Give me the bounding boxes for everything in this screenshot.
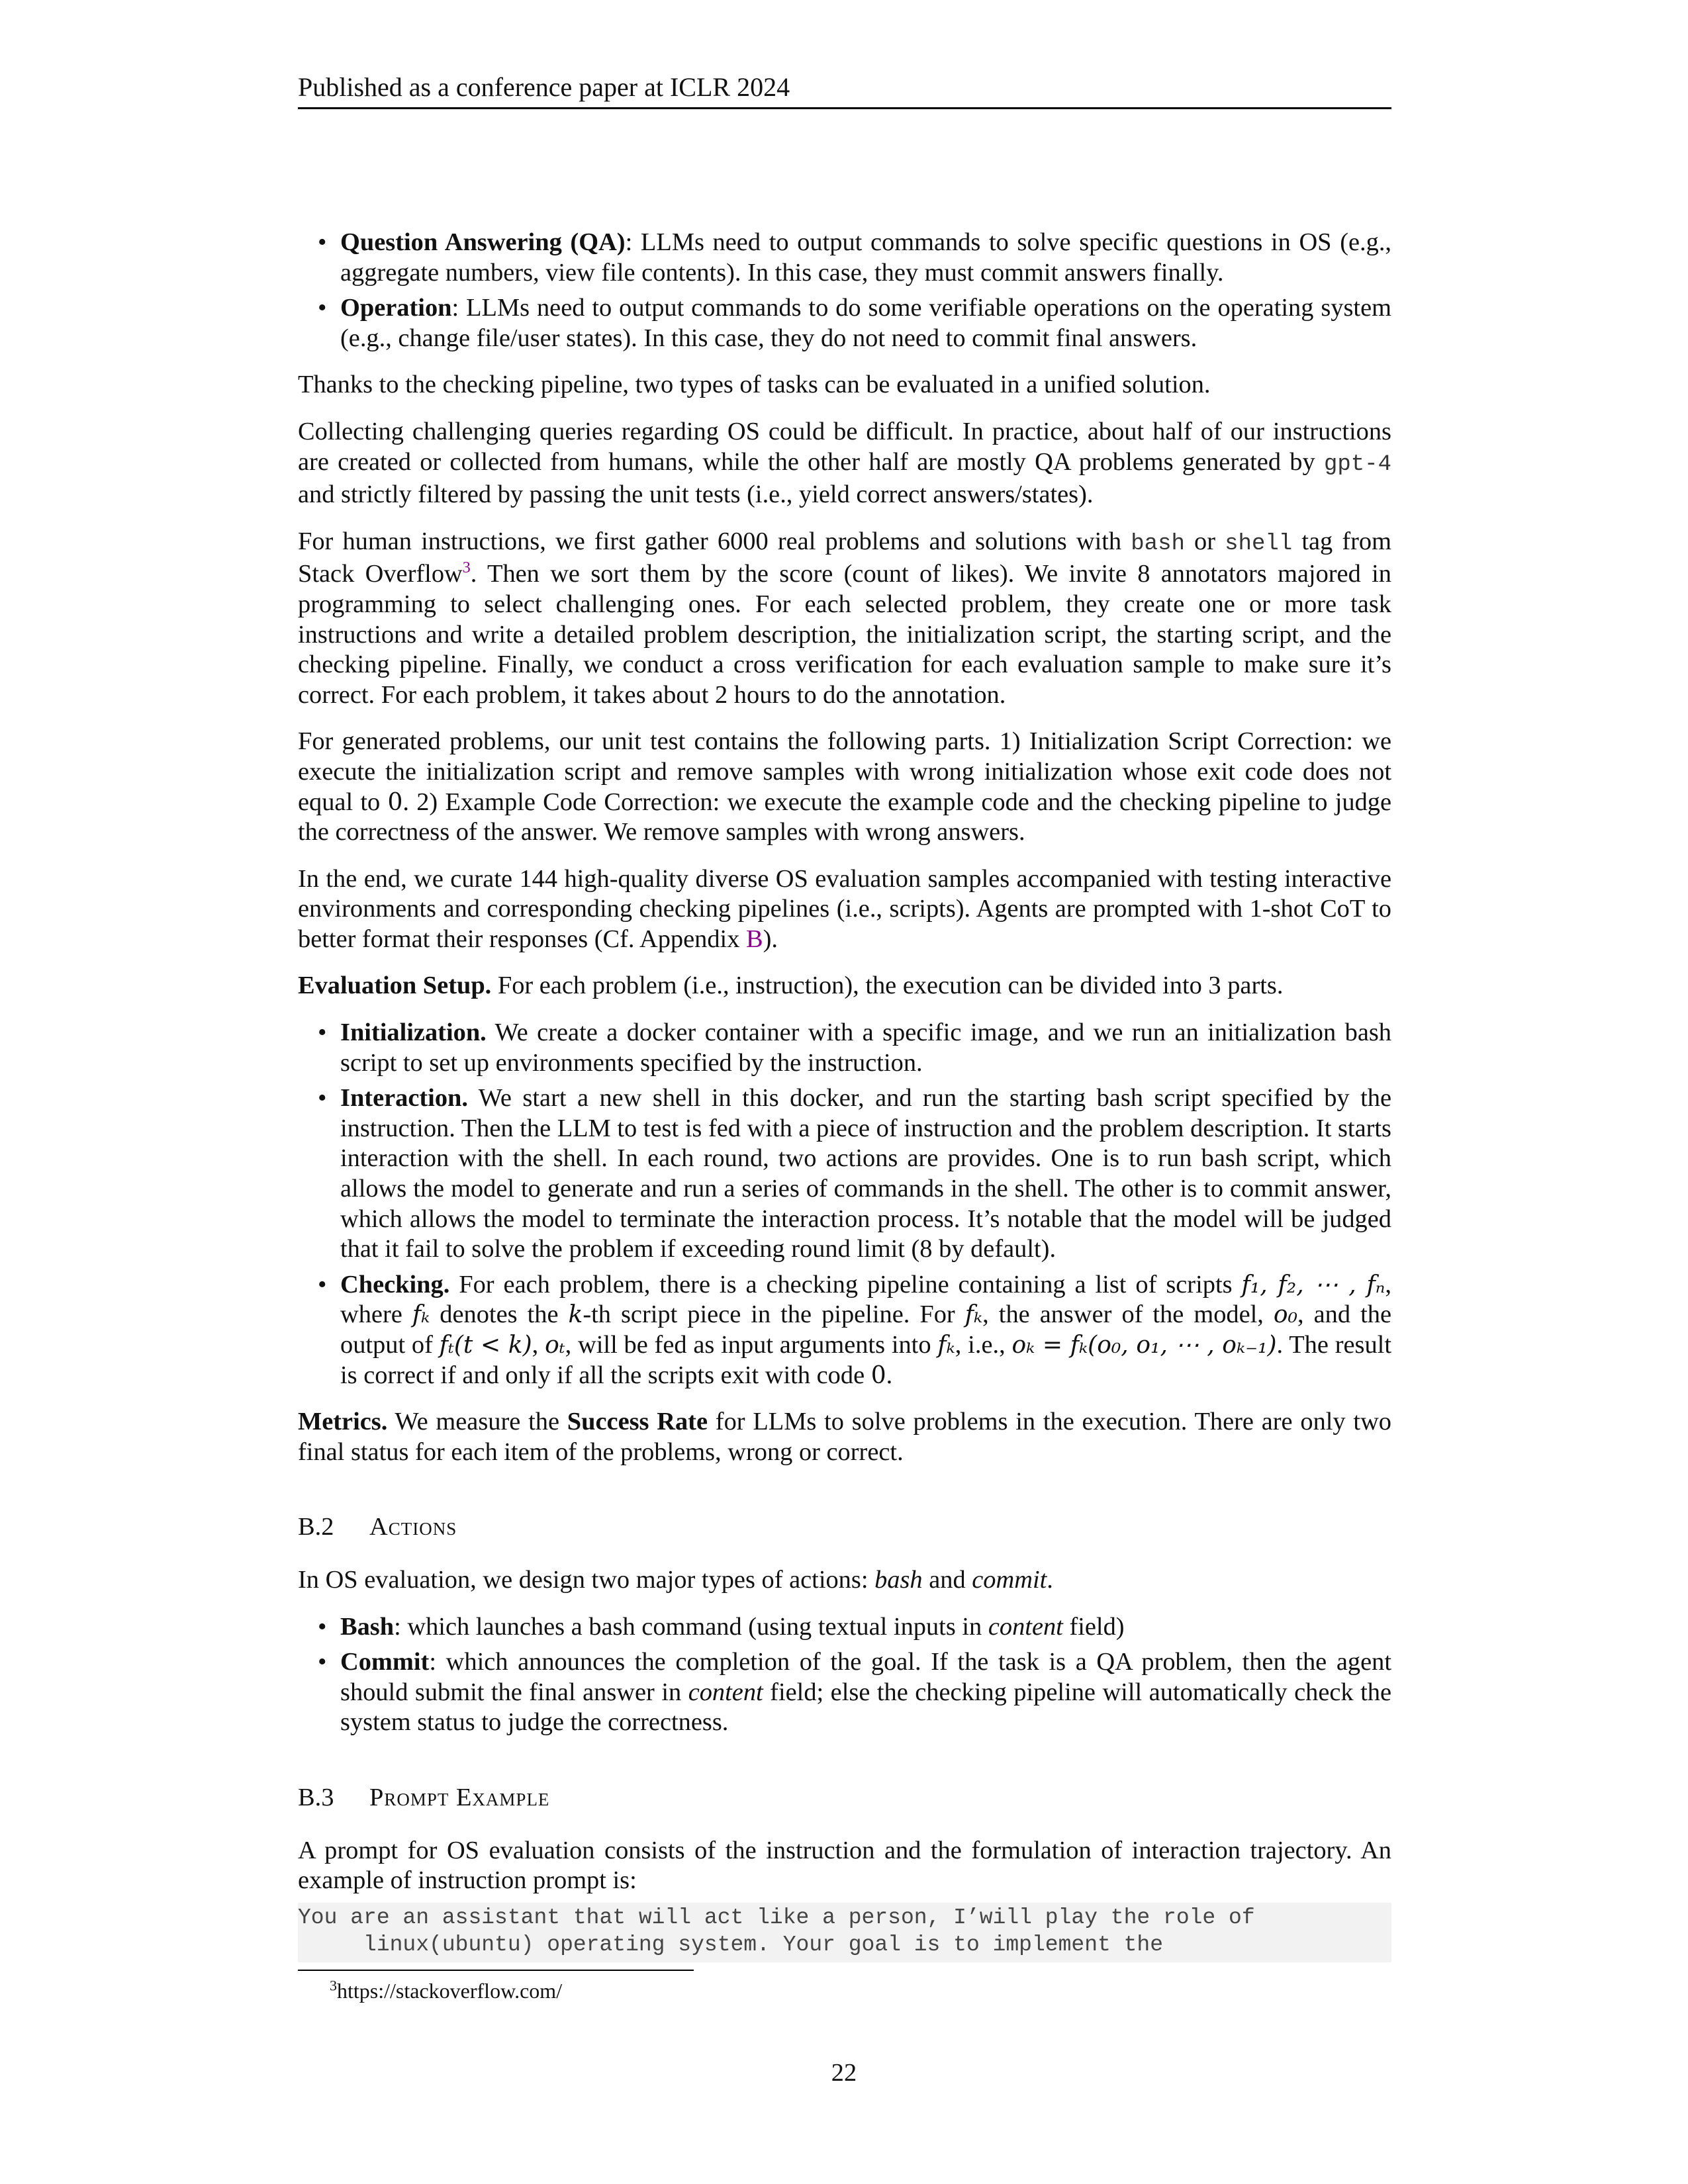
list-item-term: Bash [340,1612,395,1641]
math-inline: oₖ = fₖ(o₀, o₁, ⋯ , oₖ₋₁) [1011,1332,1277,1359]
main-content [298,228,1391,1962]
footnote-rule [298,1970,694,1971]
paragraph-evaluation-setup: Evaluation Setup. For each problem (i.e., instruction), the execution can be divided into 3 parts. [298,972,1284,1000]
footnote-mark: 3 [330,1977,337,1994]
list-item-term: Interaction. [340,1084,468,1113]
action-list [298,1612,1391,1738]
list-item-term: Initialization. [340,1019,487,1047]
inline-code: shell [1225,531,1293,557]
list-item-term: Question Answering (QA) [340,228,626,256]
paragraph-term: Metrics. [298,1408,388,1436]
paragraph-actions: In OS evaluation, we design two major types of actions: bash and commit. [298,1565,1053,1594]
paragraph-prompt: A prompt for OS evaluation consists of the instruction and the formulation of interaction trajectory. An example of instruction prompt is: [298,1836,1391,1895]
setup-step-list [298,1018,1391,1390]
page-number: 22 [831,2059,857,2087]
list-item-text: : LLMs need to output commands to do some verifiable operations on the operating system (e.g., change file/user states). In this case, they do not need to commit final answers. [340,294,1391,352]
paragraph-generated: For generated problems, our unit test contains the following parts. 1) Initialization Script Correction: we execute the initialization script and remove samples with wrong initialization whose exit code does not equal to 0. 2) Example Code Correction: we execute the example code and the checking pipeline to judge the correctness of the answer. We remove samples with wrong answers. [298,727,1391,846]
list-item-term: Checking. [340,1270,450,1298]
footnote-marker[interactable]: 3 [462,559,471,577]
list-item [340,228,1391,288]
bold-term: Success Rate [567,1408,708,1436]
paragraph-checking: Thanks to the checking pipeline, two types of tasks can be evaluated in a unified solution. [298,371,1211,399]
paragraph-collecting: Collecting challenging queries regarding OS could be difficult. In practice, about half of our instructions are created or collected from humans, while the other half are mostly QA problems generated by gpt-4 and strictly filtered by passing the unit tests (i.e., yield correct answers/states). [298,417,1391,509]
math-inline: fₖ [412,1301,430,1329]
list-item-term: Operation [340,294,452,322]
footnote-url[interactable]: https://stackoverflow.com/ [337,1979,563,2003]
list-item [340,1083,1391,1265]
math-inline: f₁, f₂, ⋯ , fₙ [1241,1271,1385,1298]
inline-code: bash [1131,531,1185,557]
list-item-term: Commit [340,1648,430,1676]
code-block [298,1903,1391,1962]
list-item [340,1018,1391,1078]
list-item-text: We create a docker container with a specific image, and we run an initialization bash script to set up environments specified by the instruction. [340,1019,1391,1077]
list-item: • Checking. For each problem, there is a checking pipeline containing a list of scripts f₁, f₂, ⋯ , fₙ, where fₖ denotes the k-th script piece in the pipeline. For fₖ, the answer of the model, o₀, and the output of fₜ(t < k), oₜ, will be fed as input arguments into fₖ, i.e., oₖ = fₖ(o₀, o₁, ⋯ , oₖ₋₁). The result is correct if and only if all the scripts exit with code 0. [340,1270,1391,1390]
list-item-text: We start a new shell in this docker, and run the starting bash script specified by the instruction. Then the LLM to test is fed with a piece of instruction and the problem description. It starts interaction with the shell. In each round, two actions are provides. One is to run bash script, which allows the model to generate and run a series of commands in the shell. The other is to commit answer, which allows the model to terminate the interaction process. It’s notable that the model will be judged that it fail to solve the problem if exceeding round limit (8 by default). [340,1084,1391,1263]
inline-code: gpt-4 [1323,451,1391,477]
list-item [340,293,1391,353]
math-zero: 0 [387,788,403,816]
list-item: • Bash: which launches a bash command (using textual inputs in content field) [340,1612,1391,1643]
math-inline: fₜ(t < k) [439,1332,532,1359]
task-type-list [298,228,1391,353]
list-item-text: : LLMs need to output commands to solve specific questions in OS (e.g., aggregate numbers, view file contents). In this case, they must commit answers finally. [340,228,1392,287]
math-inline: oₜ [545,1332,565,1359]
paragraph-metrics: Metrics. We measure the Success Rate for LLMs to solve problems in the execution. There are only two final status for each item of the problems, wrong or correct. [298,1408,1391,1466]
footnote [330,1978,562,2004]
paragraph-end: In the end, we curate 144 high-quality diverse OS evaluation samples accompanied with testing interactive environments and corresponding checking pipelines (i.e., scripts). Agents are prompted with 1-shot CoT to better format their responses (Cf. Appendix B). [298,864,1391,953]
math-inline: o₀ [1273,1301,1298,1329]
list-item: • Commit: which announces the completion of the goal. If the task is a QA problem, then the agent should submit the final answer in content field; else the checking pipeline will automatically check the system status to judge the correctness. [340,1647,1391,1738]
math-inline: k [568,1301,583,1329]
section-heading-b2: B.2 Actions [298,1513,457,1541]
section-heading-b3: B.3 Prompt Example [298,1783,550,1811]
appendix-link[interactable]: B [746,925,763,953]
running-header: Published as a conference paper at ICLR 2024 [298,70,1391,109]
paragraph-human-instructions: For human instructions, we first gather 6000 real problems and solutions with bash or shell tag from Stack Overflow$^3$. Then we sort them by the score (count of likes). We invite 8 annotators majored in programming to select challenging ones. For each selected problem, they create one or more task instructions and write a detailed problem description, the initialization script, the starting script, and the checking pipeline. Finally, we conduct a cross verification for each evaluation sample to make sure it’s correct. For each problem, it takes about 2 hours to do the annotation. [298,527,1391,709]
code-line: You are an assistant that will act like a person, I’will play the role of [298,1905,1255,1930]
paragraph-term: Evaluation Setup. [298,972,492,1000]
code-line: linux(ubuntu) operating system. Your goal is to implement the [298,1932,1164,1957]
math-inline: fₖ [937,1332,955,1359]
math-inline: fₖ [964,1301,983,1329]
math-inline: 0 [870,1361,886,1389]
